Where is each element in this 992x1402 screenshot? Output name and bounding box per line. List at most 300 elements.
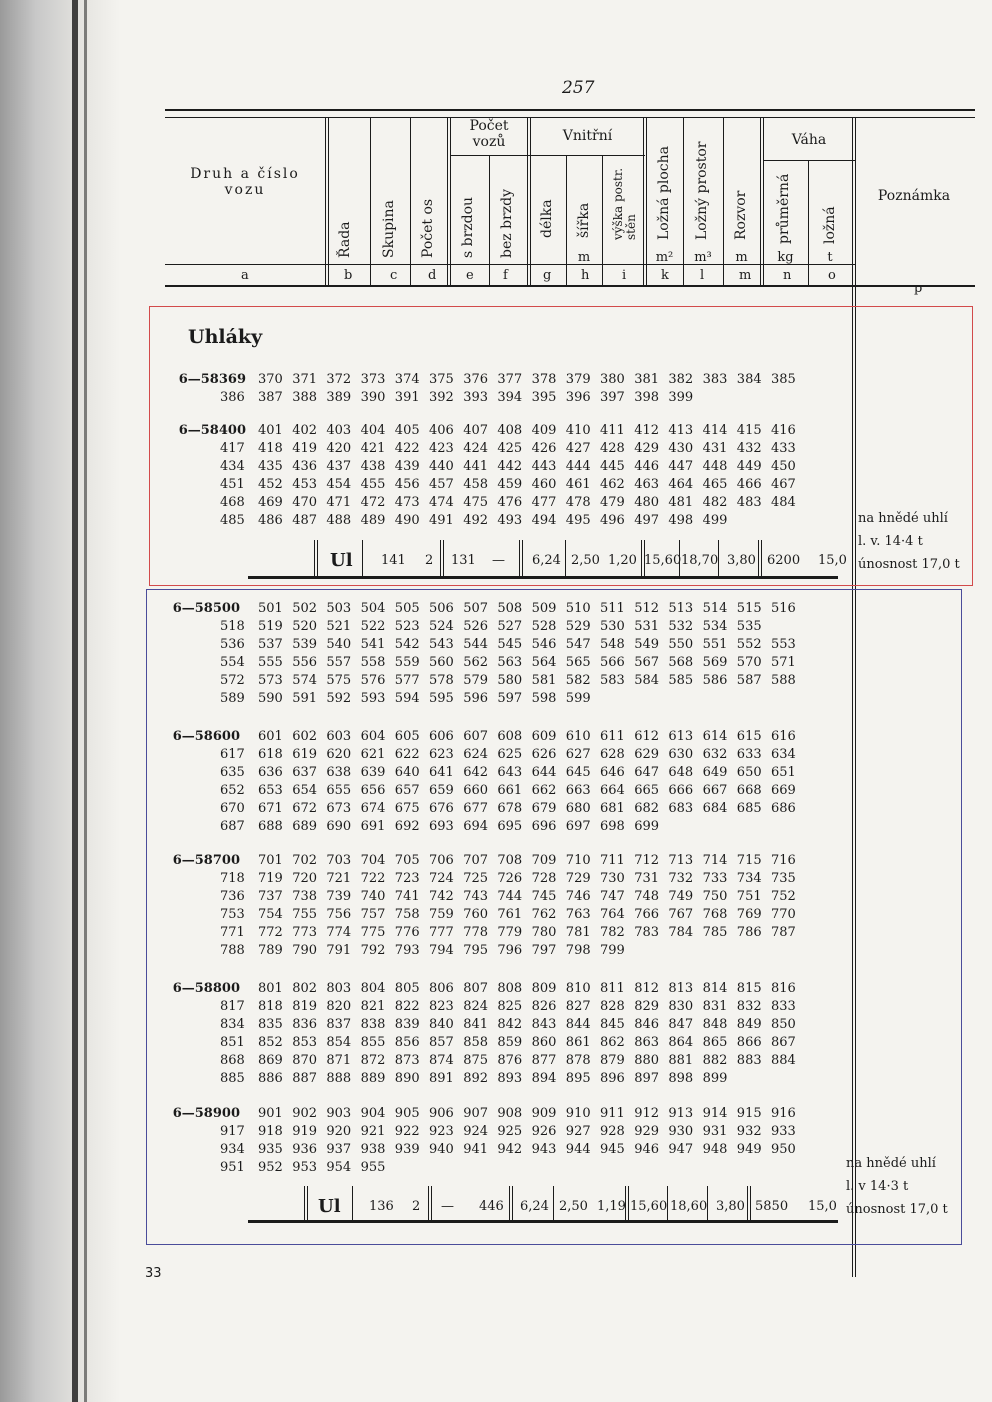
wagon-number: 514 xyxy=(702,601,728,616)
header-vyska: výška postr. stěn xyxy=(611,167,638,240)
wagon-number: 910 xyxy=(565,1106,591,1121)
wagon-number: 826 xyxy=(531,999,557,1014)
wagon-number: 485 xyxy=(220,513,245,528)
wagon-number: 937 xyxy=(326,1142,352,1157)
wagon-number: 374 xyxy=(394,372,420,387)
wagon-number: 906 xyxy=(429,1106,454,1121)
wagon-number: 573 xyxy=(258,673,283,688)
wagon-number: 801 xyxy=(258,981,283,996)
series-code: 6—58600 xyxy=(172,729,240,744)
wagon-number: 529 xyxy=(565,619,591,634)
wagon-number: 935 xyxy=(258,1142,283,1157)
wagon-number: 461 xyxy=(565,477,591,492)
wagon-number: 577 xyxy=(394,673,420,688)
wagon-number: 416 xyxy=(771,423,796,438)
wagon-number: 753 xyxy=(220,907,245,922)
wagon-number: 507 xyxy=(463,601,489,616)
wagon-number: 629 xyxy=(634,747,660,762)
wagon-number: 510 xyxy=(565,601,591,616)
wagon-number: 938 xyxy=(360,1142,386,1157)
wagon-number: 840 xyxy=(429,1017,454,1032)
wagon-number: 942 xyxy=(497,1142,523,1157)
wagon-number: 466 xyxy=(736,477,762,492)
wagon-number: 806 xyxy=(429,981,454,996)
wagon-number: 764 xyxy=(600,907,625,922)
header-lozna-plocha: Ložná plocha xyxy=(656,146,672,240)
column-letter: m xyxy=(739,268,752,283)
wagon-number: 676 xyxy=(429,801,454,816)
wagon-number: 790 xyxy=(292,943,318,958)
wagon-number: 380 xyxy=(600,372,625,387)
sum1-s-brzdou: 131 xyxy=(451,553,476,568)
wagon-number: 665 xyxy=(634,783,660,798)
wagon-number: 451 xyxy=(220,477,245,492)
wagon-number: 605 xyxy=(394,729,420,744)
wagon-number: 439 xyxy=(394,459,420,474)
wagon-number: 760 xyxy=(463,907,489,922)
wagon-number: 674 xyxy=(360,801,386,816)
wagon-number: 448 xyxy=(702,459,728,474)
wagon-number: 931 xyxy=(702,1124,728,1139)
wagon-number: 642 xyxy=(463,765,489,780)
wagon-number: 438 xyxy=(360,459,386,474)
wagon-number: 947 xyxy=(668,1142,694,1157)
wagon-number: 846 xyxy=(634,1017,660,1032)
wagon-number: 955 xyxy=(360,1160,386,1175)
wagon-number: 545 xyxy=(497,637,523,652)
wagon-number: 474 xyxy=(429,495,454,510)
column-letter: i xyxy=(622,268,627,283)
series-code: 6—58700 xyxy=(172,853,240,868)
wagon-number: 822 xyxy=(394,999,420,1014)
wagon-number: 486 xyxy=(258,513,283,528)
wagon-number: 920 xyxy=(326,1124,352,1139)
wagon-number: 543 xyxy=(429,637,454,652)
wagon-number: 450 xyxy=(771,459,796,474)
wagon-number: 604 xyxy=(360,729,386,744)
wagon-number: 572 xyxy=(220,673,245,688)
wagon-number: 443 xyxy=(531,459,557,474)
wagon-number: 526 xyxy=(463,619,489,634)
wagon-number: 645 xyxy=(565,765,591,780)
wagon-number: 751 xyxy=(736,889,762,904)
wagon-number: 792 xyxy=(360,943,386,958)
wagon-number: 633 xyxy=(736,747,762,762)
wagon-number: 878 xyxy=(565,1053,591,1068)
wagon-number: 766 xyxy=(634,907,660,922)
column-letter: p xyxy=(914,281,923,296)
wagon-number: 702 xyxy=(292,853,318,868)
wagon-number: 877 xyxy=(531,1053,557,1068)
wagon-number: 804 xyxy=(360,981,386,996)
wagon-number: 835 xyxy=(258,1017,283,1032)
wagon-number: 419 xyxy=(292,441,318,456)
sum2-rozvor: 3,80 xyxy=(716,1199,745,1214)
sum2-plocha: 15,60 xyxy=(630,1199,668,1214)
wagon-number: 413 xyxy=(668,423,694,438)
wagon-number: 481 xyxy=(668,495,694,510)
wagon-number: 442 xyxy=(497,459,523,474)
column-letter: d xyxy=(428,268,437,283)
wagon-number: 377 xyxy=(497,372,523,387)
sum2-pocet-os: 2 xyxy=(412,1199,421,1214)
wagon-number: 597 xyxy=(497,691,523,706)
wagon-number: 706 xyxy=(429,853,454,868)
wagon-number: 789 xyxy=(258,943,283,958)
wagon-number: 456 xyxy=(394,477,420,492)
wagon-number: 951 xyxy=(220,1160,245,1175)
header-sirka: šířka xyxy=(576,202,592,238)
header-delka: délka xyxy=(539,199,555,238)
wagon-number: 830 xyxy=(668,999,694,1014)
column-letter: h xyxy=(581,268,590,283)
wagon-number: 482 xyxy=(702,495,728,510)
header-bez-brzdy: bez brzdy xyxy=(499,189,515,258)
sum2-skupina: 136 xyxy=(369,1199,394,1214)
wagon-number: 501 xyxy=(258,601,283,616)
wagon-number: 675 xyxy=(394,801,420,816)
wagon-number: 497 xyxy=(634,513,660,528)
wagon-number: 798 xyxy=(565,943,591,958)
wagon-number: 429 xyxy=(634,441,660,456)
header-lozna: ložná xyxy=(822,206,838,244)
wagon-number: 670 xyxy=(220,801,245,816)
wagon-number: 504 xyxy=(360,601,386,616)
wagon-number: 694 xyxy=(463,819,489,834)
header-prumerna: průměrná xyxy=(776,173,792,244)
wagon-number: 403 xyxy=(326,423,352,438)
wagon-number: 896 xyxy=(600,1071,625,1086)
wagon-number: 776 xyxy=(394,925,420,940)
wagon-number: 607 xyxy=(463,729,489,744)
wagon-number: 524 xyxy=(429,619,454,634)
wagon-number: 737 xyxy=(258,889,283,904)
wagon-number: 936 xyxy=(292,1142,318,1157)
wagon-number: 704 xyxy=(360,853,386,868)
wagon-number: 914 xyxy=(702,1106,728,1121)
wagon-number: 405 xyxy=(394,423,420,438)
wagon-number: 940 xyxy=(429,1142,454,1157)
wagon-number: 833 xyxy=(771,999,796,1014)
wagon-number: 639 xyxy=(360,765,386,780)
wagon-number: 693 xyxy=(429,819,454,834)
wagon-number: 632 xyxy=(702,747,728,762)
wagon-number: 457 xyxy=(429,477,454,492)
wagon-number: 428 xyxy=(600,441,625,456)
wagon-number: 602 xyxy=(292,729,318,744)
wagon-number: 953 xyxy=(292,1160,318,1175)
wagon-number: 708 xyxy=(497,853,523,868)
wagon-number: 901 xyxy=(258,1106,283,1121)
wagon-number: 487 xyxy=(292,513,318,528)
wagon-number: 720 xyxy=(292,871,318,886)
sum1-plocha: 15,60 xyxy=(644,553,682,568)
sum1-prostor: 18,70 xyxy=(681,553,719,568)
wagon-number: 617 xyxy=(220,747,245,762)
wagon-number: 408 xyxy=(497,423,523,438)
sum1-sirka: 2,50 xyxy=(571,553,600,568)
wagon-number: 864 xyxy=(668,1035,694,1050)
wagon-number: 842 xyxy=(497,1017,523,1032)
wagon-number: 574 xyxy=(292,673,318,688)
wagon-number: 719 xyxy=(258,871,283,886)
wagon-number: 467 xyxy=(771,477,796,492)
wagon-number: 834 xyxy=(220,1017,245,1032)
wagon-number: 875 xyxy=(463,1053,489,1068)
wagon-number: 832 xyxy=(736,999,762,1014)
wagon-number: 516 xyxy=(771,601,796,616)
wagon-number: 799 xyxy=(600,943,625,958)
wagon-number: 435 xyxy=(258,459,283,474)
wagon-number: 895 xyxy=(565,1071,591,1086)
wagon-number: 477 xyxy=(531,495,557,510)
header-pocet-os: Počet os xyxy=(420,198,436,258)
wagon-number: 599 xyxy=(565,691,591,706)
wagon-number: 611 xyxy=(600,729,625,744)
wagon-number: 714 xyxy=(702,853,728,868)
wagon-number: 784 xyxy=(668,925,694,940)
wagon-number: 596 xyxy=(463,691,489,706)
unit-kg: kg xyxy=(777,250,794,265)
wagon-number: 575 xyxy=(326,673,352,688)
wagon-number: 823 xyxy=(429,999,454,1014)
unit-m-rozvor: m xyxy=(735,250,748,265)
wagon-number: 710 xyxy=(565,853,591,868)
wagon-number: 866 xyxy=(736,1035,762,1050)
wagon-number: 908 xyxy=(497,1106,523,1121)
wagon-number: 565 xyxy=(565,655,591,670)
wagon-number: 588 xyxy=(771,673,796,688)
wagon-number: 389 xyxy=(326,390,352,405)
wagon-number: 447 xyxy=(668,459,694,474)
wagon-number: 881 xyxy=(668,1053,694,1068)
wagon-number: 475 xyxy=(463,495,489,510)
wagon-number: 622 xyxy=(394,747,420,762)
wagon-number: 493 xyxy=(497,513,523,528)
sum2-bez-brzdy: 446 xyxy=(479,1199,504,1214)
wagon-number: 614 xyxy=(702,729,728,744)
wagon-number: 884 xyxy=(771,1053,796,1068)
wagon-number: 635 xyxy=(220,765,245,780)
wagon-number: 911 xyxy=(600,1106,625,1121)
wagon-number: 495 xyxy=(565,513,591,528)
wagon-number: 772 xyxy=(258,925,283,940)
wagon-number: 758 xyxy=(394,907,420,922)
wagon-number: 802 xyxy=(292,981,318,996)
wagon-number: 891 xyxy=(429,1071,454,1086)
wagon-number: 867 xyxy=(771,1035,796,1050)
wagon-number: 468 xyxy=(220,495,245,510)
wagon-number: 375 xyxy=(429,372,454,387)
sum1-rada: Ul xyxy=(330,550,353,571)
wagon-number: 796 xyxy=(497,943,523,958)
wagon-number: 593 xyxy=(360,691,386,706)
wagon-number: 820 xyxy=(326,999,352,1014)
wagon-number: 567 xyxy=(634,655,660,670)
wagon-number: 814 xyxy=(702,981,728,996)
wagon-number: 518 xyxy=(220,619,245,634)
wagon-number: 892 xyxy=(463,1071,489,1086)
column-letter: f xyxy=(503,268,508,283)
wagon-number: 427 xyxy=(565,441,591,456)
wagon-number: 549 xyxy=(634,637,660,652)
wagon-number: 541 xyxy=(360,637,386,652)
wagon-number: 534 xyxy=(702,619,728,634)
wagon-number: 523 xyxy=(394,619,420,634)
wagon-number: 570 xyxy=(736,655,762,670)
wagon-number: 921 xyxy=(360,1124,386,1139)
wagon-number: 844 xyxy=(565,1017,591,1032)
wagon-number: 528 xyxy=(531,619,557,634)
wagon-number: 922 xyxy=(394,1124,420,1139)
wagon-number: 747 xyxy=(600,889,625,904)
wagon-number: 926 xyxy=(531,1124,557,1139)
column-letter: e xyxy=(466,268,474,283)
wagon-number: 688 xyxy=(258,819,283,834)
wagon-number: 748 xyxy=(634,889,660,904)
wagon-number: 836 xyxy=(292,1017,318,1032)
wagon-number: 851 xyxy=(220,1035,245,1050)
wagon-number: 865 xyxy=(702,1035,728,1050)
wagon-number: 856 xyxy=(394,1035,420,1050)
wagon-number: 379 xyxy=(565,372,591,387)
wagon-number: 546 xyxy=(531,637,557,652)
wagon-number: 744 xyxy=(497,889,523,904)
wagon-number: 558 xyxy=(360,655,386,670)
wagon-number: 409 xyxy=(531,423,557,438)
wagon-number: 837 xyxy=(326,1017,352,1032)
wagon-number: 483 xyxy=(736,495,762,510)
wagon-number: 781 xyxy=(565,925,591,940)
wagon-number: 759 xyxy=(429,907,454,922)
wagon-number: 659 xyxy=(429,783,454,798)
wagon-number: 463 xyxy=(634,477,660,492)
wagon-number: 797 xyxy=(531,943,557,958)
column-letter: g xyxy=(543,268,552,283)
wagon-number: 608 xyxy=(497,729,523,744)
wagon-number: 932 xyxy=(736,1124,762,1139)
wagon-number: 554 xyxy=(220,655,245,670)
wagon-number: 724 xyxy=(429,871,454,886)
wagon-number: 662 xyxy=(531,783,557,798)
wagon-number: 915 xyxy=(736,1106,762,1121)
wagon-number: 568 xyxy=(668,655,694,670)
wagon-number: 762 xyxy=(531,907,557,922)
wagon-number: 736 xyxy=(220,889,245,904)
page-number: 257 xyxy=(562,78,595,98)
wagon-number: 858 xyxy=(463,1035,489,1050)
wagon-number: 535 xyxy=(736,619,762,634)
wagon-number: 420 xyxy=(326,441,352,456)
wagon-number: 778 xyxy=(463,925,489,940)
wagon-number: 595 xyxy=(429,691,454,706)
wagon-number: 715 xyxy=(736,853,762,868)
wagon-number: 653 xyxy=(258,783,283,798)
wagon-number: 550 xyxy=(668,637,694,652)
wagon-number: 598 xyxy=(531,691,557,706)
section-title: Uhláky xyxy=(188,326,263,348)
wagon-number: 479 xyxy=(600,495,625,510)
wagon-number: 407 xyxy=(463,423,489,438)
wagon-number: 695 xyxy=(497,819,523,834)
header-s-brzdou: s brzdou xyxy=(460,196,476,258)
wagon-number: 713 xyxy=(668,853,694,868)
column-letter: a xyxy=(241,268,249,283)
wagon-number: 787 xyxy=(771,925,796,940)
wagon-number: 512 xyxy=(634,601,660,616)
wagon-number: 434 xyxy=(220,459,245,474)
sum1-lozna: 15,0 xyxy=(818,553,847,568)
wagon-number: 648 xyxy=(668,765,694,780)
wagon-number: 643 xyxy=(497,765,523,780)
wagon-number: 880 xyxy=(634,1053,660,1068)
wagon-number: 773 xyxy=(292,925,318,940)
wagon-number: 712 xyxy=(634,853,660,868)
wagon-number: 395 xyxy=(531,390,557,405)
wagon-number: 453 xyxy=(292,477,318,492)
wagon-number: 519 xyxy=(258,619,283,634)
wagon-number: 916 xyxy=(771,1106,796,1121)
wagon-number: 732 xyxy=(668,871,694,886)
wagon-number: 521 xyxy=(326,619,352,634)
wagon-number: 449 xyxy=(736,459,762,474)
wagon-number: 384 xyxy=(736,372,762,387)
wagon-number: 927 xyxy=(565,1124,591,1139)
wagon-number: 679 xyxy=(531,801,557,816)
wagon-number: 872 xyxy=(360,1053,386,1068)
wagon-number: 627 xyxy=(565,747,591,762)
wagon-number: 404 xyxy=(360,423,386,438)
wagon-number: 849 xyxy=(736,1017,762,1032)
wagon-number: 454 xyxy=(326,477,352,492)
wagon-number: 746 xyxy=(565,889,591,904)
wagon-number: 647 xyxy=(634,765,660,780)
wagon-number: 638 xyxy=(326,765,352,780)
wagon-number: 685 xyxy=(736,801,762,816)
wagon-number: 939 xyxy=(394,1142,420,1157)
wagon-number: 788 xyxy=(220,943,245,958)
binding-spine-edge xyxy=(84,0,87,1402)
wagon-number: 552 xyxy=(736,637,762,652)
column-letter: c xyxy=(390,268,398,283)
wagon-number: 431 xyxy=(702,441,728,456)
wagon-number: 511 xyxy=(600,601,625,616)
wagon-number: 373 xyxy=(360,372,386,387)
wagon-number: 556 xyxy=(292,655,318,670)
header-druh: Druh a číslo vozu xyxy=(190,166,300,198)
wagon-number: 930 xyxy=(668,1124,694,1139)
wagon-number: 752 xyxy=(771,889,796,904)
header-rozvor: Rozvor xyxy=(733,190,749,240)
sum2-prostor: 18,60 xyxy=(670,1199,708,1214)
wagon-number: 912 xyxy=(634,1106,660,1121)
column-letter: l xyxy=(700,268,705,283)
wagon-number: 649 xyxy=(702,765,728,780)
wagon-number: 887 xyxy=(292,1071,318,1086)
sum2-note: na hnědé uhlí l. v 14·3 t únosnost 17,0 t xyxy=(846,1156,948,1217)
wagon-number: 805 xyxy=(394,981,420,996)
sum2-lozna: 15,0 xyxy=(808,1199,837,1214)
wagon-number: 444 xyxy=(565,459,591,474)
wagon-number: 687 xyxy=(220,819,245,834)
wagon-number: 646 xyxy=(600,765,625,780)
wagon-number: 426 xyxy=(531,441,557,456)
wagon-number: 508 xyxy=(497,601,523,616)
wagon-number: 432 xyxy=(736,441,762,456)
wagon-number: 430 xyxy=(668,441,694,456)
wagon-number: 917 xyxy=(220,1124,245,1139)
wagon-number: 767 xyxy=(668,907,694,922)
